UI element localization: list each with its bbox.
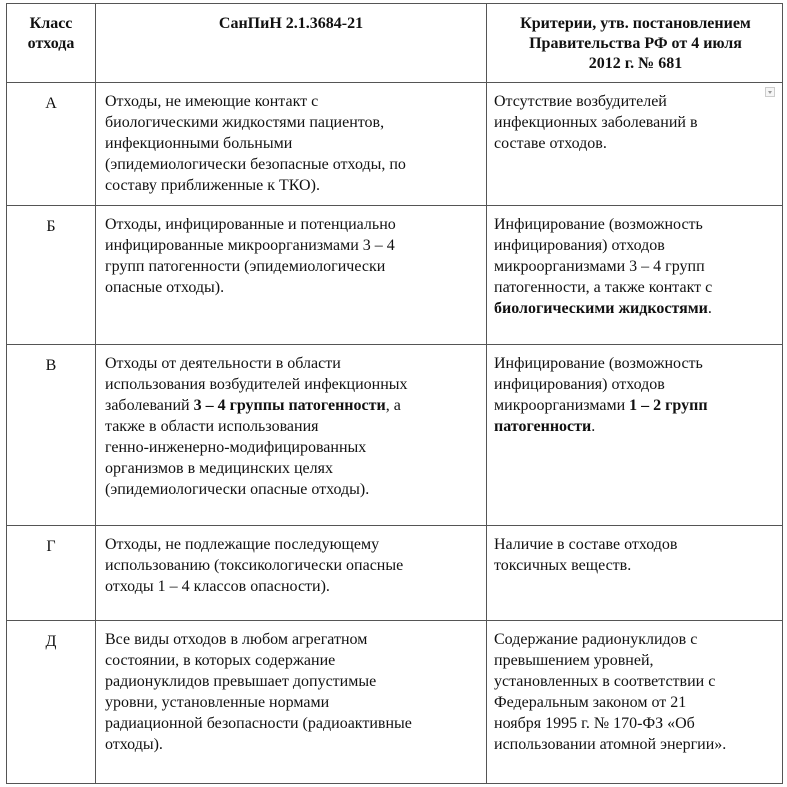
header-criteria — [487, 4, 783, 83]
criteria-line: Наличие в составе отходов — [494, 536, 678, 553]
header-criteria-line: 2012 г. № 681 — [588, 55, 683, 72]
sanpin-line: инфицированные микроорганизмами 3 – 4 — [105, 237, 395, 254]
criteria-line — [494, 395, 776, 416]
criteria-line: инфекционных заболеваний в — [494, 114, 698, 131]
criteria-tail: . — [707, 300, 712, 317]
sanpin-line: радиационной безопасности (радиоактивные — [105, 715, 412, 732]
criteria-line: Инфицирование (возможность — [494, 216, 703, 233]
sanpin-line: радионуклидов превышает допустимые — [105, 673, 377, 690]
sanpin-cell — [96, 526, 487, 621]
table-row — [7, 621, 783, 784]
sanpin-line: организмов в медицинских целях — [105, 460, 333, 477]
sanpin-line: групп патогенности (эпидемиологически — [105, 258, 386, 275]
class-cell — [7, 526, 96, 621]
criteria-line: инфицирования) отходов — [494, 237, 665, 254]
criteria-cell — [487, 83, 783, 206]
criteria-line: микроорганизмами 3 – 4 групп — [494, 258, 705, 275]
sanpin-line: генно-инженерно-модифицированных — [105, 439, 367, 456]
criteria-bold-text: патогенности — [494, 418, 592, 435]
table-row — [7, 526, 783, 621]
dropdown-arrow-icon[interactable] — [765, 87, 775, 97]
class-label: В — [45, 357, 57, 374]
class-label: Д — [45, 633, 57, 650]
header-row — [7, 4, 783, 83]
sanpin-line — [105, 395, 478, 416]
table-row — [7, 83, 783, 206]
sanpin-line: опасные отходы). — [105, 279, 225, 296]
sanpin-line: составу приближенные к ТКО). — [105, 177, 320, 194]
criteria-line: Федеральным законом от 21 — [494, 694, 687, 711]
class-label: Г — [46, 538, 56, 555]
criteria-line — [494, 416, 776, 437]
header-class-line: отхода — [27, 35, 75, 52]
criteria-line — [494, 298, 776, 319]
criteria-bold-text: биологическими жидкостями — [494, 300, 708, 317]
sanpin-line: отходы). — [105, 736, 163, 753]
criteria-cell — [487, 206, 783, 345]
criteria-pre-bold: микроорганизмами — [494, 397, 630, 414]
criteria-line: токсичных веществ. — [494, 557, 632, 574]
sanpin-line: инфекционными больными — [105, 135, 293, 152]
criteria-tail: . — [591, 418, 596, 435]
sanpin-line: (эпидемиологически безопасные отходы, по — [105, 156, 406, 173]
sanpin-line: использования возбудителей инфекционных — [105, 376, 408, 393]
sanpin-line: отходы 1 – 4 классов опасности). — [105, 578, 330, 595]
sanpin-line: Отходы, не имеющие контакт с — [105, 93, 319, 110]
sanpin-cell — [96, 83, 487, 206]
criteria-line: инфицирования) отходов — [494, 376, 665, 393]
waste-classes-table — [6, 3, 783, 784]
sanpin-line: Все виды отходов в любом агрегатном — [105, 631, 368, 648]
class-cell — [7, 83, 96, 206]
class-cell — [7, 621, 96, 784]
sanpin-post-bold: , а — [385, 397, 401, 414]
criteria-bold-text: 1 – 2 групп — [629, 397, 708, 414]
table-row — [7, 206, 783, 345]
criteria-cell — [487, 526, 783, 621]
criteria-cell — [487, 621, 783, 784]
header-criteria-line: Правительства РФ от 4 июля — [529, 35, 742, 52]
header-criteria-line: Критерии, утв. постановлением — [520, 15, 751, 32]
sanpin-cell — [96, 621, 487, 784]
criteria-line: использовании атомной энергии». — [494, 736, 727, 753]
criteria-line: патогенности, а также контакт с — [494, 279, 713, 296]
header-sanpin — [96, 4, 487, 83]
header-sanpin-text: СанПиН 2.1.3684-21 — [218, 15, 364, 32]
sanpin-cell — [96, 206, 487, 345]
class-cell — [7, 206, 96, 345]
class-label: Б — [46, 218, 56, 235]
criteria-line: ноября 1995 г. № 170-ФЗ «Об — [494, 715, 695, 732]
sanpin-line: уровни, установленные нормами — [105, 694, 330, 711]
sanpin-line: состоянии, в которых содержание — [105, 652, 336, 669]
criteria-cell — [487, 345, 783, 526]
table-row — [7, 345, 783, 526]
sanpin-line: биологическими жидкостями пациентов, — [105, 114, 385, 131]
criteria-line: составе отходов. — [494, 135, 607, 152]
sanpin-bold-text: 3 – 4 группы патогенности — [193, 397, 386, 414]
sanpin-line: Отходы, не подлежащие последующему — [105, 536, 380, 553]
criteria-line: превышением уровней, — [494, 652, 654, 669]
class-label: А — [45, 95, 57, 112]
class-cell — [7, 345, 96, 526]
header-class — [7, 4, 96, 83]
criteria-line: Отсутствие возбудителей — [494, 93, 667, 110]
sanpin-line: использованию (токсикологически опасные — [105, 557, 404, 574]
criteria-line: Содержание радионуклидов с — [494, 631, 698, 648]
sanpin-pre-bold: заболеваний — [105, 397, 194, 414]
criteria-line: Инфицирование (возможность — [494, 355, 703, 372]
sanpin-line: Отходы, инфицированные и потенциально — [105, 216, 396, 233]
header-class-line: Класс — [29, 15, 73, 32]
sanpin-line: Отходы от деятельности в области — [105, 355, 341, 372]
sanpin-cell — [96, 345, 487, 526]
sanpin-line: (эпидемиологически опасные отходы). — [105, 481, 370, 498]
criteria-line: установленных в соответствии с — [494, 673, 716, 690]
sanpin-line: также в области использования — [105, 418, 319, 435]
